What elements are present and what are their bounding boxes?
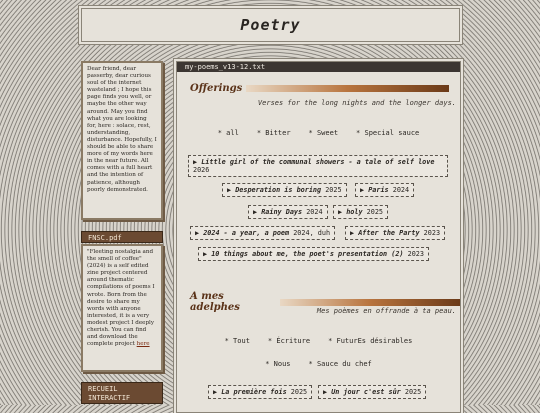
poem-link[interactable]: ▶ Little girl of the communal showers - a tale of self love 2026 (188, 155, 448, 177)
heading-bar (246, 85, 449, 92)
pdf-download-link[interactable]: here (136, 341, 150, 348)
offerings-heading-text: Offerings (190, 83, 243, 94)
recueil-title[interactable]: RECUEIL INTERACTIF (81, 382, 163, 404)
filter-nous[interactable]: * Nous (265, 360, 291, 368)
poem-link[interactable]: ▶ Rainy Days 2024 (248, 205, 328, 219)
filter-special-sauce[interactable]: * Special sauce (356, 129, 420, 137)
filter-ecriture[interactable]: * Écriture (267, 337, 311, 345)
offerings-filters (177, 129, 460, 137)
filter-futures-desirables[interactable]: * FuturEs désirables (328, 337, 413, 345)
offerings-heading (190, 83, 449, 94)
pdf-title: FNSC.pdf (81, 231, 163, 243)
poem-link[interactable]: ▶ Un jour c'est sûr 2025 (318, 385, 426, 399)
pdf-box (81, 244, 163, 372)
adelphes-subtitle: Mes poèmes en offrande à ta peau. (316, 307, 456, 315)
poems-panel (176, 61, 461, 413)
poem-link[interactable]: ▶ 2024 - a year, a poem 2024, duh (190, 226, 335, 240)
poem-link[interactable]: ▶ Desperation is boring 2025 (222, 183, 347, 197)
pdf-text: "Fleeting nostalgia and the smell of coffee"(2024) is a self edited zine project centered around thematic compilations of poems I wrote. Born from the desire to share my words with anyone interested, it is a very modest project I deeply cherish. You can find and download the complete project (87, 249, 155, 348)
poem-link[interactable]: ▶ La première fois 2025 (208, 385, 312, 399)
poem-link[interactable]: ▶ holy 2025 (333, 205, 388, 219)
adelphes-filters-row1 (177, 337, 460, 345)
file-tab: my-poems_v13-12.txt (177, 62, 460, 72)
intro-box (81, 61, 163, 220)
filter-sauce-du-chef[interactable]: * Sauce du chef (308, 360, 372, 368)
poem-link[interactable]: ▶ 10 things about me, the poet's presentation (2) 2023 (198, 247, 429, 261)
filter-bitter[interactable]: * Bitter (256, 129, 291, 137)
offerings-subtitle: Verses for the long nights and the longer days. (257, 99, 456, 107)
site-header (81, 8, 460, 42)
adelphes-filters-row2 (177, 360, 460, 368)
poem-link[interactable]: ▶ Paris 2024 (355, 183, 414, 197)
heading-bar (280, 299, 460, 306)
filter-all[interactable]: * all (217, 129, 239, 137)
filter-tout[interactable]: * Tout (224, 337, 250, 345)
poem-link[interactable]: ▶ After the Party 2023 (345, 226, 445, 240)
intro-text: Dear friend, dear passerby, dear curious soul of the internet wasteland ; I hope this page finds you well, or maybe the other way around. May you find what you are looking for, here : solace, rest, understanding, disturbance. Hopefully, I should be able to share more of my words here in the near future. All comes with a full heart and the intention of patience, although poorly demonstrated. (87, 66, 157, 193)
filter-sweet[interactable]: * Sweet (308, 129, 339, 137)
adelphes-heading-text: A mes adelphes (190, 291, 240, 313)
page-title: Poetry (240, 16, 301, 34)
